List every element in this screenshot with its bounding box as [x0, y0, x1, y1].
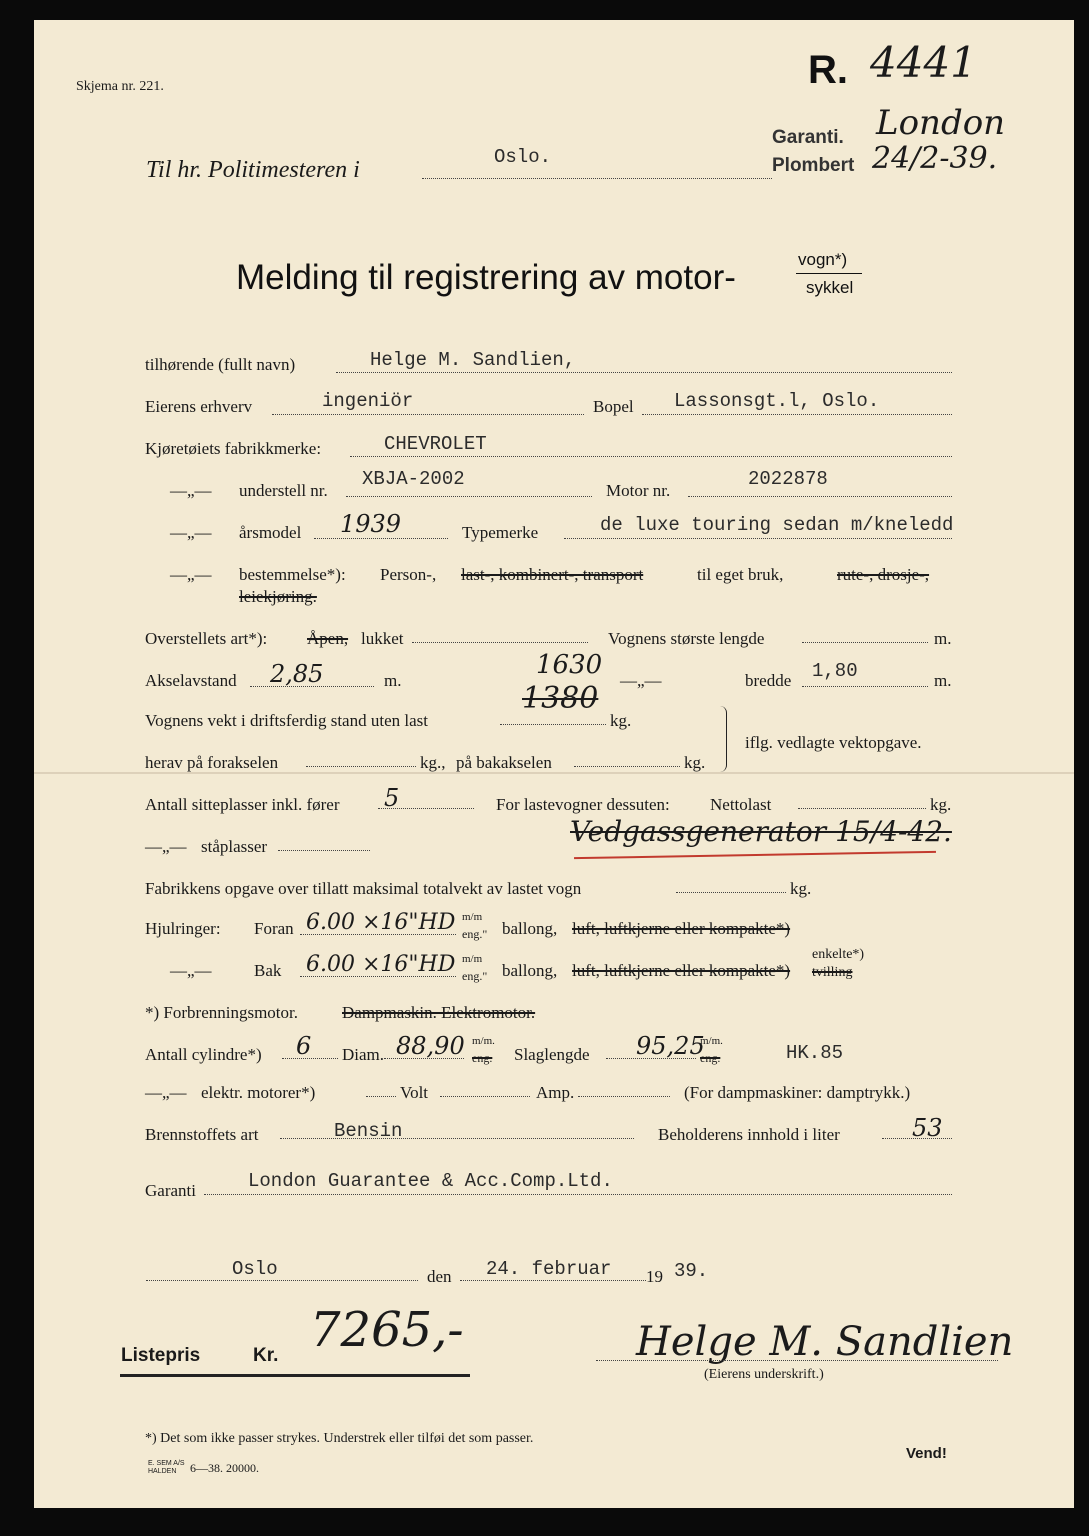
- purpose-label: bestemmelse*):: [239, 565, 346, 584]
- engine-type-label: *) Forbrenningsmotor.: [145, 1003, 298, 1022]
- stroke-unit-bottom: eng.: [700, 1051, 721, 1065]
- purpose-struck-1: last-, kombinert-, transport: [461, 565, 644, 584]
- net-load-unit: kg.: [930, 795, 952, 814]
- axle-note: iflg. vedlagte vektopgave.: [745, 733, 922, 752]
- tyres-balloon: ballong,: [502, 961, 558, 980]
- width-unit: m.: [934, 671, 952, 690]
- volt-label: Volt: [400, 1083, 429, 1102]
- weight-label: Vognens vekt i driftsferdig stand uten last: [145, 711, 428, 730]
- tyres-front-value: 6.00 ×16"HD: [306, 910, 456, 935]
- tyre-unit-bottom: eng.": [462, 927, 488, 941]
- purpose-struck-3: leiekjøring.: [239, 587, 317, 606]
- year-value: 39.: [674, 1260, 709, 1282]
- body-struck: Åpen,: [307, 629, 349, 648]
- occupation-label: Eierens erhverv: [145, 397, 253, 416]
- printer-line-2: HALDEN: [148, 1468, 177, 1475]
- stroke-unit-top: m/m.: [700, 1035, 723, 1047]
- stroke-value: 95,25: [636, 1032, 705, 1060]
- steam-note: (For dampmaskiner: damptrykk.): [684, 1083, 911, 1102]
- make-label: Kjøretøiets fabrikkmerke:: [145, 439, 322, 458]
- owner-value: Helge M. Sandlien,: [370, 349, 576, 371]
- stamp-plombert-value: 24/2-39.: [872, 141, 998, 176]
- weight-unit: kg.: [610, 711, 632, 730]
- date-den: den: [427, 1267, 452, 1286]
- rear-axle-label: på bakakselen: [456, 753, 552, 772]
- standing-note: Vedgassgenerator 15/4-42.: [570, 815, 952, 848]
- ditto-mark: —„—: [620, 671, 662, 690]
- stamp-garanti-value: London: [876, 103, 1006, 143]
- turn-over: Vend!: [906, 1445, 947, 1462]
- type-value: de luxe touring sedan m/kneledd: [600, 514, 954, 536]
- tyres-label: Hjulringer:: [145, 919, 221, 938]
- tyre-unit-bottom: eng.": [462, 969, 488, 983]
- width-value: 1,80: [812, 660, 858, 682]
- body-label: Overstellets art*):: [145, 629, 268, 648]
- body-value: lukket: [361, 629, 404, 648]
- place-value: Oslo: [232, 1258, 278, 1280]
- addressee-label: Til hr. Politimesteren i: [146, 157, 360, 183]
- weight-correction: 1630: [536, 650, 603, 680]
- owner-signature: Helge M. Sandlien: [636, 1319, 1014, 1365]
- footnote: *) Det som ikke passer strykes. Understrek eller tilføi det som passer.: [145, 1431, 534, 1446]
- wheelbase-value: 2,85: [270, 660, 324, 688]
- length-label: Vognens største lengde: [608, 629, 765, 648]
- stroke-label: Slaglengde: [514, 1045, 590, 1064]
- tyre-unit-top: m/m: [462, 953, 483, 965]
- seats-label: Antall sitteplasser inkl. fører: [145, 795, 340, 814]
- standing-label: ståplasser: [201, 837, 268, 856]
- ditto-mark: —„—: [145, 837, 187, 856]
- chassis-value: XBJA-2002: [362, 468, 465, 490]
- diam-value: 88,90: [396, 1032, 465, 1060]
- guarantee-label: Garanti: [145, 1181, 196, 1200]
- addressee-value: Oslo.: [494, 146, 552, 168]
- tyres-twin: tvilling: [812, 965, 853, 980]
- price-value: 7265,-: [310, 1302, 464, 1358]
- tank-label: Beholderens innhold i liter: [658, 1125, 840, 1144]
- tyres-rear-value: 6.00 ×16"HD: [306, 952, 456, 977]
- length-unit: m.: [934, 629, 952, 648]
- printer-edition: 6—38. 20000.: [190, 1461, 259, 1475]
- rear-axle-unit: kg.: [684, 753, 706, 772]
- motor-label: Motor nr.: [606, 481, 671, 500]
- owner-label: tilhørende (fullt navn): [145, 355, 296, 374]
- tyres-front-label: Foran: [254, 919, 294, 938]
- signature-caption: (Eierens underskrift.): [704, 1367, 824, 1382]
- cylinders-value: 6: [296, 1032, 312, 1060]
- diam-label: Diam.: [342, 1045, 385, 1064]
- diam-unit-bottom: eng.: [472, 1051, 493, 1065]
- net-load-label: Nettolast: [710, 795, 772, 814]
- motor-value: 2022878: [748, 468, 828, 490]
- stamp-garanti: Garanti.: [772, 127, 844, 148]
- front-axle-label: herav på forakselen: [145, 753, 279, 772]
- model-year-label: årsmodel: [239, 523, 302, 542]
- residence-label: Bopel: [593, 397, 634, 416]
- tyres-rear-struck: luft, luftkjerne eller kompakte*): [572, 961, 791, 980]
- purpose-kept: til eget bruk,: [697, 565, 784, 584]
- make-value: CHEVROLET: [384, 433, 487, 455]
- horsepower: HK.85: [786, 1042, 844, 1064]
- tyres-struck: luft, luftkjerne eller kompakte*): [572, 919, 791, 938]
- ditto-mark: —„—: [170, 523, 212, 542]
- weight-value: 1380: [522, 681, 599, 716]
- price-kr: Kr.: [253, 1345, 279, 1366]
- cargo-label: For lastevogner dessuten:: [496, 795, 670, 814]
- width-label: bredde: [745, 671, 792, 690]
- form-title: Melding til registrering av motor-: [236, 258, 736, 297]
- stamp-r: R.: [808, 48, 848, 92]
- fuel-label: Brennstoffets art: [145, 1125, 259, 1144]
- tyres-rear-label: Bak: [254, 961, 282, 980]
- type-label: Typemerke: [462, 523, 539, 542]
- wheelbase-unit: m.: [384, 671, 402, 690]
- diam-unit-top: m/m.: [472, 1035, 495, 1047]
- ditto-mark: —„—: [170, 961, 212, 980]
- front-axle-unit: kg.,: [420, 753, 446, 772]
- year-prefix: 19: [646, 1267, 663, 1286]
- chassis-label: understell nr.: [239, 481, 328, 500]
- purpose-struck-2: rute-, drosje-,: [837, 565, 930, 584]
- tyres-balloon: ballong,: [502, 919, 558, 938]
- tyre-unit-top: m/m: [462, 911, 483, 923]
- title-sykkel: sykkel: [806, 278, 854, 297]
- stamp-plombert: Plombert: [772, 155, 855, 176]
- ditto-mark: —„—: [170, 565, 212, 584]
- model-year-value: 1939: [340, 510, 402, 538]
- max-weight-unit: kg.: [790, 879, 812, 898]
- fuel-value: Bensin: [334, 1120, 403, 1142]
- stamp-number: 4441: [870, 38, 977, 87]
- ditto-mark: —„—: [145, 1083, 187, 1102]
- amp-label: Amp.: [536, 1083, 575, 1102]
- form-number: Skjema nr. 221.: [76, 79, 164, 94]
- date-value: 24. februar: [486, 1258, 612, 1280]
- electric-label: elektr. motorer*): [201, 1083, 316, 1102]
- residence-value: Lassonsgt.l, Oslo.: [674, 390, 880, 412]
- max-weight-label: Fabrikkens opgave over tillatt maksimal totalvekt av lastet vogn: [145, 879, 582, 898]
- engine-type-struck: Dampmaskin. Elektromotor.: [342, 1003, 536, 1022]
- ditto-mark: —„—: [170, 481, 212, 500]
- tank-value: 53: [912, 1114, 943, 1142]
- title-vogn: vogn*): [798, 250, 848, 269]
- tyres-single: enkelte*): [812, 947, 865, 962]
- seats-value: 5: [384, 784, 400, 812]
- purpose-person: Person-,: [380, 565, 437, 584]
- cylinders-label: Antall cylindre*): [145, 1045, 262, 1064]
- guarantee-value: London Guarantee & Acc.Comp.Ltd.: [248, 1170, 613, 1192]
- price-label: Listepris: [121, 1345, 201, 1366]
- printer-line-1: E. SEM A/S: [148, 1460, 185, 1467]
- wheelbase-label: Akselavstand: [145, 671, 237, 690]
- occupation-value: ingeniör: [322, 390, 414, 412]
